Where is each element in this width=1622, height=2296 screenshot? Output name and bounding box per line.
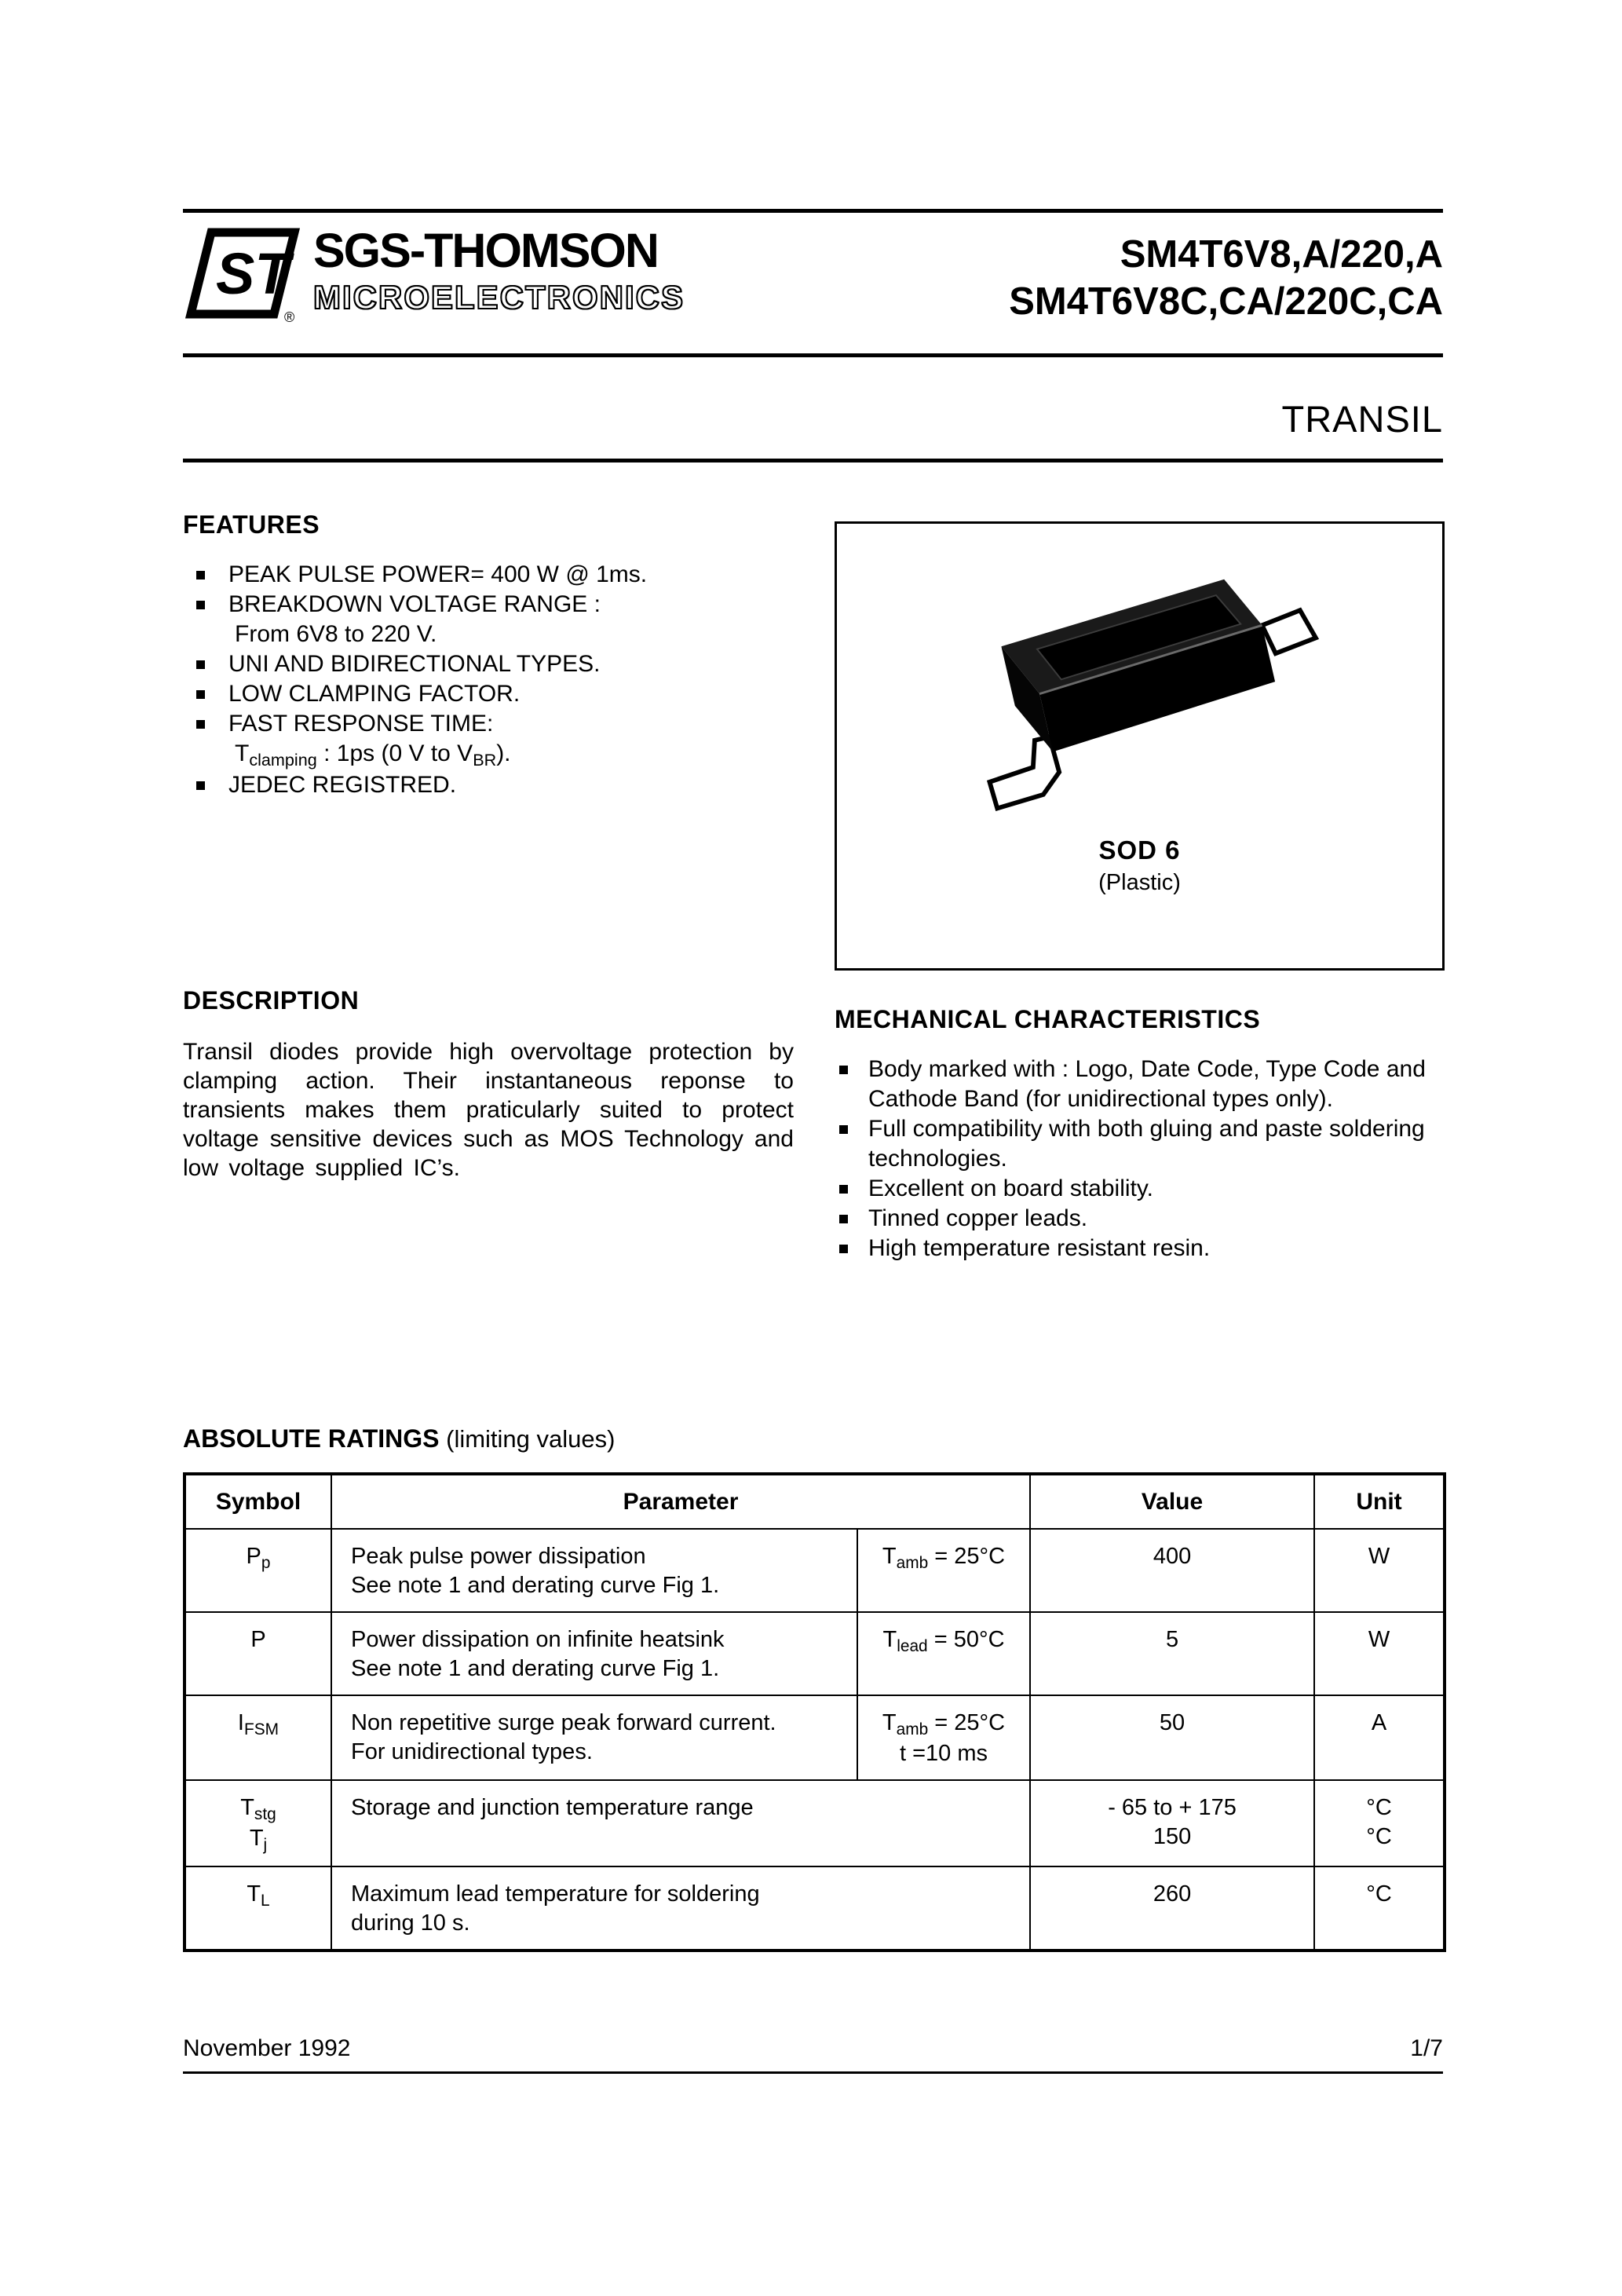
- footer-page-number: 1/7: [1410, 2035, 1443, 2061]
- mechanical-item: [835, 1234, 1451, 1263]
- unit-cell: °C: [1314, 1866, 1445, 1951]
- col-header-unit: Unit: [1314, 1474, 1445, 1529]
- table-row: [184, 1780, 1445, 1866]
- square-bullet-icon: [196, 781, 205, 790]
- mechanical-text: Tinned copper leads.: [868, 1205, 1088, 1231]
- feature-item: [183, 560, 819, 590]
- ratings-title-main: ABSOLUTE RATINGS: [183, 1424, 440, 1453]
- feature-text: PEAK PULSE POWER= 400 W @ 1ms.: [228, 561, 648, 587]
- parameter-line: See note 1 and derating curve Fig 1.: [351, 1656, 720, 1681]
- description-body: Transil diodes provide high overvoltage protection by clamping action. Their instantaneous reponse to transients makes them praticularly suited to protect voltage sensitive devices such as MOS Technology and low voltage supplied IC’s.: [183, 1039, 794, 1181]
- st-logo-icon: [183, 226, 301, 320]
- footer-date: November 1992: [183, 2035, 351, 2061]
- parameter-cell: [331, 1612, 857, 1695]
- parameter-line: during 10 s.: [351, 1910, 470, 1936]
- col-header-value: Value: [1030, 1474, 1314, 1529]
- feature-item: [183, 679, 819, 709]
- symbol-subscript: p: [261, 1553, 271, 1572]
- feature-text: BREAKDOWN VOLTAGE RANGE :: [228, 591, 601, 617]
- registered-trademark-icon: ®: [284, 309, 295, 325]
- subscript-text: BR: [473, 750, 497, 770]
- horizontal-rule: [183, 459, 1443, 462]
- document-title: TRANSIL: [1281, 398, 1443, 440]
- package-material: (Plastic): [1098, 870, 1181, 895]
- feature-item: [183, 649, 819, 679]
- description-title: DESCRIPTION: [183, 986, 360, 1015]
- parameter-line: Storage and junction temperature range: [351, 1795, 754, 1820]
- symbol-base: T: [249, 1826, 264, 1851]
- mechanical-item: [835, 1114, 1451, 1174]
- company-logo: [183, 226, 685, 320]
- symbol-cell: [184, 1529, 331, 1612]
- square-bullet-icon: [196, 571, 205, 579]
- value-cell: [1030, 1780, 1314, 1866]
- condition-base: T: [882, 1627, 897, 1652]
- square-bullet-icon: [839, 1245, 848, 1253]
- parameter-line: See note 1 and derating curve Fig 1.: [351, 1573, 720, 1598]
- mechanical-item: [835, 1204, 1451, 1234]
- part-numbers: [1009, 231, 1443, 325]
- parameter-cell: [331, 1529, 857, 1612]
- symbol-subscript: j: [263, 1835, 268, 1854]
- value-cell: 400: [1030, 1529, 1314, 1612]
- value-cell: 5: [1030, 1612, 1314, 1695]
- features-section: [183, 510, 819, 800]
- st-logo-letters: ST: [216, 241, 290, 306]
- feature-text: JEDEC REGISTRED.: [228, 772, 457, 798]
- feature-text-part: : 1ps (0 V to V: [316, 740, 473, 766]
- feature-text-continued: [235, 739, 819, 770]
- mechanical-list: [835, 1055, 1451, 1263]
- value-cell: 50: [1030, 1695, 1314, 1780]
- table-row: [184, 1612, 1445, 1695]
- unit-cell: W: [1314, 1612, 1445, 1695]
- parameter-line: For unidirectional types.: [351, 1739, 593, 1764]
- square-bullet-icon: [196, 690, 205, 699]
- symbol-line: [186, 1824, 331, 1855]
- condition-line: t =10 ms: [899, 1741, 988, 1766]
- unit-cell: A: [1314, 1695, 1445, 1780]
- condition-subscript: amb: [896, 1553, 929, 1572]
- unit-cell: W: [1314, 1529, 1445, 1612]
- table-row: [184, 1695, 1445, 1780]
- mechanical-text: Excellent on board stability.: [868, 1175, 1153, 1201]
- parameter-line: Power dissipation on infinite heatsink: [351, 1627, 725, 1652]
- square-bullet-icon: [196, 720, 205, 729]
- mechanical-section: [835, 1005, 1451, 1263]
- horizontal-rule: [183, 209, 1443, 213]
- condition-rest: = 25°C: [928, 1710, 1006, 1735]
- symbol-base: I: [237, 1710, 244, 1735]
- value-cell: 260: [1030, 1866, 1314, 1951]
- feature-text-part: T: [235, 740, 250, 766]
- feature-text: LOW CLAMPING FACTOR.: [228, 681, 521, 707]
- horizontal-rule: [183, 353, 1443, 357]
- table-header-row: [184, 1474, 1445, 1529]
- square-bullet-icon: [839, 1215, 848, 1223]
- parameter-line: Non repetitive surge peak forward current.: [351, 1710, 776, 1735]
- square-bullet-icon: [839, 1185, 848, 1194]
- condition-base: T: [882, 1544, 897, 1569]
- feature-text: UNI AND BIDIRECTIONAL TYPES.: [228, 651, 601, 677]
- description-section: [183, 986, 794, 1183]
- feature-item: [183, 770, 819, 800]
- brand-name: SGS-THOMSON: [313, 224, 658, 277]
- feature-item: [183, 709, 819, 739]
- symbol-line: [186, 1793, 331, 1824]
- symbol-base: T: [240, 1795, 254, 1820]
- condition-subscript: lead: [897, 1636, 928, 1655]
- square-bullet-icon: [839, 1125, 848, 1134]
- table-row: [184, 1866, 1445, 1951]
- symbol-cell: [184, 1612, 331, 1695]
- ratings-section: [183, 1424, 1443, 1952]
- part-number-line2: SM4T6V8C,CA/220C,CA: [1009, 280, 1443, 323]
- symbol-base: T: [247, 1881, 261, 1907]
- horizontal-rule: [183, 2071, 1443, 2074]
- brand-subtitle: MICROELECTRONICS: [313, 279, 685, 316]
- package-outline-box: [835, 521, 1445, 971]
- brand-text: [313, 226, 685, 320]
- value-line: - 65 to + 175: [1108, 1795, 1237, 1820]
- unit-line: °C: [1366, 1824, 1392, 1849]
- condition-cell: [857, 1695, 1030, 1780]
- mechanical-item: [835, 1055, 1451, 1114]
- mechanical-text: High temperature resistant resin.: [868, 1235, 1211, 1261]
- condition-cell: [857, 1529, 1030, 1612]
- symbol-cell: [184, 1695, 331, 1780]
- condition-subscript: amb: [896, 1720, 929, 1738]
- part-number-line1: SM4T6V8,A/220,A: [1120, 233, 1443, 276]
- condition-rest: = 50°C: [927, 1627, 1005, 1652]
- symbol-subscript: stg: [254, 1804, 276, 1823]
- symbol-cell: [184, 1780, 331, 1866]
- ratings-section-title: [183, 1424, 1443, 1453]
- parameter-cell: [331, 1780, 1030, 1866]
- unit-line: °C: [1366, 1795, 1392, 1820]
- mechanical-item: [835, 1174, 1451, 1204]
- symbol-base: P: [250, 1627, 266, 1652]
- condition-cell: [857, 1612, 1030, 1695]
- unit-cell: [1314, 1780, 1445, 1866]
- square-bullet-icon: [839, 1066, 848, 1074]
- ratings-title-note: (limiting values): [439, 1425, 616, 1453]
- parameter-cell: [331, 1866, 1030, 1951]
- parameter-line: Maximum lead temperature for soldering: [351, 1881, 760, 1907]
- col-header-parameter: Parameter: [331, 1474, 1030, 1529]
- square-bullet-icon: [196, 601, 205, 609]
- square-bullet-icon: [196, 660, 205, 669]
- symbol-base: P: [246, 1544, 261, 1569]
- package-name: SOD 6: [1098, 835, 1181, 865]
- sod6-package-image: [920, 563, 1360, 814]
- features-list: [183, 560, 819, 800]
- subscript-text: clamping: [249, 750, 317, 770]
- symbol-subscript: FSM: [243, 1720, 279, 1738]
- condition-line: [858, 1709, 1029, 1739]
- mechanical-title: MECHANICAL CHARACTERISTICS: [835, 1005, 1261, 1033]
- parameter-line: Peak pulse power dissipation: [351, 1544, 646, 1569]
- features-title: FEATURES: [183, 510, 320, 539]
- table-row: [184, 1529, 1445, 1612]
- condition-base: T: [882, 1710, 897, 1735]
- value-line: 150: [1153, 1824, 1192, 1849]
- feature-text-continued: From 6V8 to 220 V.: [235, 621, 437, 647]
- parameter-cell: [331, 1695, 857, 1780]
- symbol-cell: [184, 1866, 331, 1951]
- absolute-ratings-table: [183, 1472, 1446, 1952]
- mechanical-text: Body marked with : Logo, Date Code, Type Code and Cathode Band (for unidirectional types only).: [868, 1056, 1426, 1112]
- symbol-subscript: L: [261, 1891, 270, 1910]
- condition-rest: = 25°C: [928, 1544, 1006, 1569]
- mechanical-text: Full compatibility with both gluing and paste soldering technologies.: [868, 1116, 1425, 1172]
- feature-text: FAST RESPONSE TIME:: [228, 711, 494, 737]
- feature-item: [183, 590, 819, 620]
- col-header-symbol: Symbol: [184, 1474, 331, 1529]
- feature-text-part: ).: [496, 740, 511, 766]
